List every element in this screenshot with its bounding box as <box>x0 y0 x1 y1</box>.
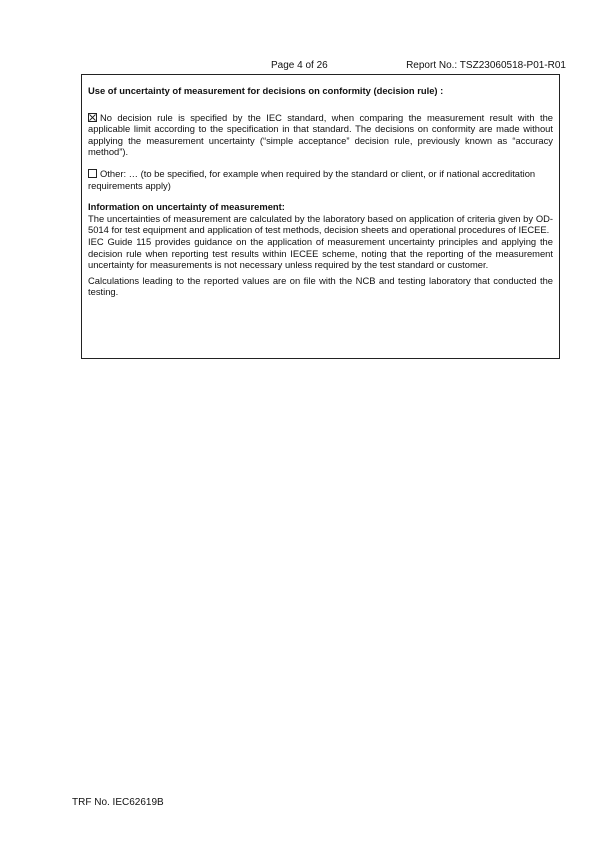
info-title: Information on uncertainty of measurement: <box>88 201 285 213</box>
x-mark-icon <box>89 114 96 121</box>
report-number: Report No.: TSZ23060518-P01-R01 <box>406 60 566 71</box>
checked-checkbox-icon[interactable] <box>88 113 97 122</box>
page-number: Page 4 of 26 <box>271 60 328 71</box>
unchecked-checkbox-icon[interactable] <box>88 169 97 178</box>
option-other <box>88 168 553 191</box>
trf-number: TRF No. IEC62619B <box>72 797 164 808</box>
decision-rule-box <box>81 74 560 359</box>
info-paragraph-2: IEC Guide 115 provides guidance on the application of measurement uncertainty principles and applying the decision rule when reporting test results within IECEE scheme, noting that the reporting of the measurement uncertainty for measurements is not necessary unless required by the test standard or customer. <box>88 235 553 271</box>
page-header <box>0 60 600 74</box>
option-no-decision-rule <box>88 112 553 158</box>
option-no-decision-rule-text: No decision rule is specified by the IEC standard, when comparing the measurement result with the applicable limit according to the specification in that standard. The decisions on conformity are made without applying the measurement uncertainty (“simple acceptance” decision rule, previously known as “accuracy method”). <box>88 111 553 158</box>
section-title: Use of uncertainty of measurement for decisions on conformity (decision rule) : <box>88 85 444 96</box>
info-paragraph-3: Calculations leading to the reported values are on file with the NCB and testing laboratory that conducted the testing. <box>88 274 553 298</box>
info-paragraph-1: The uncertainties of measurement are calculated by the laboratory based on application of criteria given by OD-5014 for test equipment and application of test methods, decision sheets and operational procedures of IECEE. <box>88 212 553 236</box>
option-other-text: Other: … (to be specified, for example when required by the standard or client, or if national accreditation requirements apply) <box>88 167 536 191</box>
